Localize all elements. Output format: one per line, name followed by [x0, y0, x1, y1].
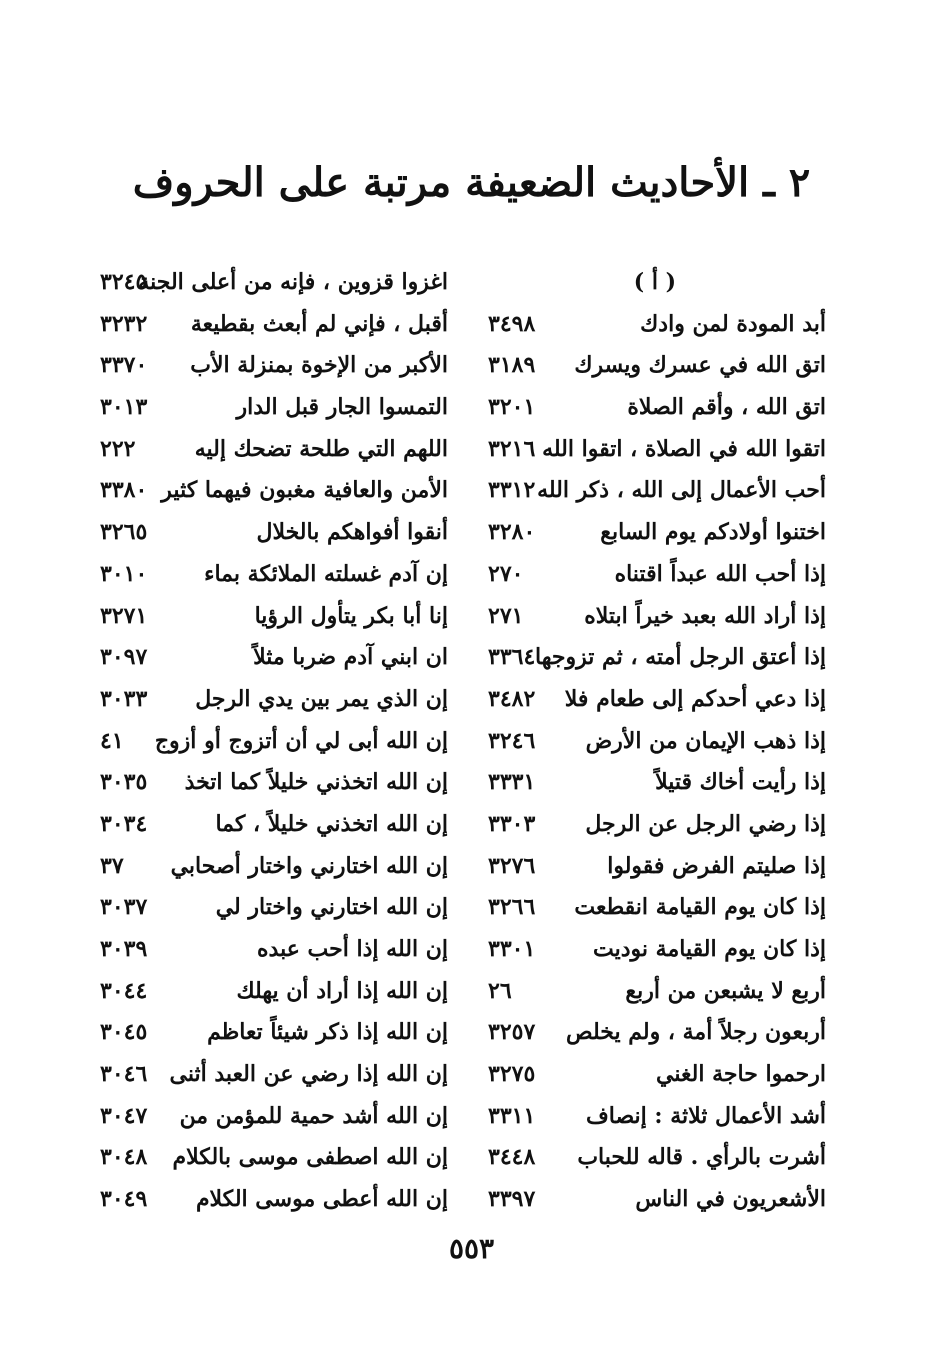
hadith-number: ٢٧١: [488, 602, 524, 629]
hadith-text: أحب الأعمال إلى الله ، ذكر الله: [537, 477, 826, 504]
index-entry: [100, 971, 448, 1013]
index-entry: [100, 929, 448, 971]
hadith-number: ٣٣٨٠: [100, 477, 148, 504]
hadith-number: ٣٢٥٧: [488, 1019, 536, 1046]
hadith-number: ٣٢٨٠: [488, 519, 536, 546]
index-entry: [100, 1012, 448, 1054]
index-entry: [488, 929, 826, 971]
index-entry: [100, 304, 448, 346]
hadith-text: الأشعريون في الناس: [635, 1186, 826, 1213]
hadith-text: إذا دعي أحدكم إلى طعام فلا: [564, 685, 826, 712]
hadith-number: ٣٠٩٧: [100, 644, 148, 671]
hadith-text: اتق الله ، وأقم الصلاة: [627, 394, 826, 421]
hadith-number: ٣٣١١: [488, 1102, 536, 1129]
index-column-right: [488, 262, 826, 1221]
index-entry: [100, 1096, 448, 1138]
hadith-number: ٣٣٠٣: [488, 810, 536, 837]
hadith-text: إن الله اختارني واختار لي: [215, 894, 448, 921]
hadith-text: إن الله أعطى موسى الكلام: [195, 1186, 448, 1213]
hadith-number: ٢٧٠: [488, 560, 524, 587]
page-number: ٥٥٣: [448, 1232, 495, 1265]
hadith-text: التمسوا الجار قبل الدار: [236, 394, 448, 421]
hadith-text: ارحموا حاجة الغني: [656, 1061, 826, 1088]
index-entry: [488, 1096, 826, 1138]
index-entry: [488, 1137, 826, 1179]
index-entry: [100, 804, 448, 846]
hadith-text: إذا رأيت أخاك قتيلاً: [655, 769, 826, 796]
index-entry: [488, 470, 826, 512]
hadith-number: ٣٢٧٥: [488, 1061, 536, 1088]
hadith-text: اتق الله في عسرك ويسرك: [574, 352, 826, 379]
index-entry: [100, 554, 448, 596]
hadith-number: ٣٢١٦: [488, 435, 536, 462]
hadith-number: ٣٤٨٢: [488, 685, 536, 712]
index-entry: [488, 1054, 826, 1096]
hadith-number: ٣٢٤٦: [488, 727, 536, 754]
hadith-text: اغزوا قزوين ، فإنه من أعلى الجنة: [138, 269, 448, 295]
index-entry: [488, 512, 826, 554]
hadith-text: أقبل ، فإني لم أبعث بقطيعة: [190, 310, 448, 337]
index-entry: [488, 1012, 826, 1054]
index-entry: [100, 1137, 448, 1179]
hadith-number: ٣٧: [100, 852, 124, 879]
hadith-text: أشد الأعمال ثلاثة : إنصاف: [585, 1102, 826, 1129]
hadith-text: إنا أبا بكر يتأول الرؤيا: [254, 602, 448, 629]
index-entry: [100, 637, 448, 679]
hadith-text: إن الله اتخذني خليلاً كما اتخذ: [184, 769, 448, 796]
index-entry: [100, 846, 448, 888]
index-entry: [100, 262, 448, 304]
hadith-text: إن الله إذا أراد أن يهلك: [236, 977, 448, 1004]
hadith-number: ٣٤٩٨: [488, 310, 536, 337]
index-entry: [100, 596, 448, 638]
index-entry: [488, 387, 826, 429]
hadith-number: ٣٠٣٧: [100, 894, 148, 921]
index-entry: [100, 345, 448, 387]
index-entry: [488, 679, 826, 721]
index-entry: [488, 887, 826, 929]
hadith-text: إن الله إذا أحب عبده: [257, 936, 448, 962]
hadith-text: اختنوا أولادكم يوم السابع: [600, 519, 826, 546]
hadith-text: الأكبر من الإخوة بمنزلة الأب: [190, 352, 448, 379]
index-entry: [100, 470, 448, 512]
hadith-number: ٣٠٤٨: [100, 1144, 148, 1171]
hadith-text: اتقوا الله في الصلاة ، اتقوا الله: [542, 435, 826, 462]
index-entry: [488, 804, 826, 846]
hadith-number: ٣٠٤٧: [100, 1102, 148, 1129]
hadith-text: إذا أحب الله عبداً اقتناه: [614, 560, 826, 587]
index-entry: [488, 971, 826, 1013]
hadith-text: أنقوا أفواهكم بالخلال: [256, 519, 448, 546]
index-entry: [100, 387, 448, 429]
hadith-number: ٣٢٦٦: [488, 894, 536, 921]
index-entry: [100, 679, 448, 721]
hadith-number: ٣٠٣٩: [100, 936, 148, 962]
section-letter-heading: [488, 262, 826, 304]
hadith-text: إذا صليتم الفرض فقولوا: [607, 852, 826, 879]
hadith-text: إذا أعتق الرجل أمته ، ثم تزوجها: [535, 644, 826, 671]
index-entry: [488, 429, 826, 471]
hadith-number: ٣٠٤٥: [100, 1019, 148, 1046]
index-entry: [488, 637, 826, 679]
hadith-number: ٣٢٤٥: [100, 269, 148, 295]
hadith-number: ٣٣٦٤: [488, 644, 536, 671]
hadith-number: ٣٣٠١: [488, 936, 536, 962]
hadith-text: الأمن والعافية مغبون فيهما كثير: [161, 477, 448, 504]
index-entry: [100, 512, 448, 554]
hadith-number: ٣٠١٣: [100, 394, 148, 421]
hadith-number: ٣٠٣٤: [100, 810, 148, 837]
hadith-text: أربعون رجلاً أمة ، ولم يخلص: [566, 1019, 826, 1046]
index-entry: [488, 762, 826, 804]
index-entry: [488, 304, 826, 346]
hadith-number: ٣٠٣٣: [100, 685, 148, 712]
index-entry: [488, 721, 826, 763]
hadith-number: ٣٤٤٨: [488, 1144, 536, 1171]
index-entry: [488, 596, 826, 638]
hadith-text: اللهم التي طلحة تضحك إليه: [194, 435, 448, 462]
hadith-number: ٣٠٤٦: [100, 1061, 148, 1088]
index-entry: [488, 846, 826, 888]
page-title: ٢ ـ الأحاديث الضعيفة مرتبة على الحروف: [132, 159, 811, 206]
hadith-number: ٣١٨٩: [488, 352, 536, 379]
hadith-number: ٣٠٤٩: [100, 1186, 148, 1213]
index-entry: [488, 345, 826, 387]
hadith-text: إذا كان يوم القيامة انقطعت: [574, 894, 826, 921]
hadith-number: ٣٢٠١: [488, 394, 536, 421]
index-entry: [100, 887, 448, 929]
hadith-text: ان ابني آدم ضربا مثلاً: [253, 644, 448, 671]
hadith-text: إذا رضي الرجل عن الرجل: [585, 810, 826, 837]
index-entry: [488, 1179, 826, 1221]
hadith-text: إن الله اختارني واختار أصحابي: [170, 852, 448, 879]
hadith-text: أبد المودة لمن وادك: [640, 310, 826, 337]
hadith-number: ٣٣١٢: [488, 477, 536, 504]
hadith-number: ٣٢٦٥: [100, 519, 148, 546]
hadith-number: ٢٦: [488, 977, 512, 1004]
hadith-text: أربع لا يشبعن من أربع: [625, 977, 826, 1004]
hadith-text: إن آدم غسلته الملائكة بماء: [204, 560, 448, 587]
hadith-text: إذا كان يوم القيامة نوديت: [593, 936, 826, 962]
hadith-number: ٣٣٩٧: [488, 1186, 536, 1213]
hadith-number: ٣٠٣٥: [100, 769, 148, 796]
hadith-text: إن الله إذا ذكر شيئاً تعاظم: [207, 1019, 448, 1046]
hadith-text: إن الله أبى لي أن أتزوج أو أزوج: [154, 727, 448, 754]
hadith-number: ٣٣٣١: [488, 769, 536, 796]
hadith-number: ٣٣٧٠: [100, 352, 148, 379]
hadith-number: ٣٠١٠: [100, 560, 148, 587]
hadith-text: إن الله إذا رضي عن العبد أثنى: [169, 1061, 448, 1088]
hadith-text: إذا ذهب الإيمان من الأرض: [585, 727, 826, 754]
hadith-number: ٣٢٧٦: [488, 852, 536, 879]
hadith-text: إن الله أشد حمية للمؤمن من: [179, 1102, 448, 1129]
hadith-number: ٣٢٣٢: [100, 310, 148, 337]
hadith-text: إن الذي يمر بين يدي الرجل: [195, 685, 448, 712]
hadith-text: إن الله اتخذني خليلاً ، كما: [215, 810, 448, 837]
hadith-number: ٣٢٧١: [100, 602, 148, 629]
index-entry: [100, 1179, 448, 1221]
section-letter: ( أ ): [633, 269, 676, 295]
index-entry: [100, 429, 448, 471]
hadith-text: إذا أراد الله بعبد خيراً ابتلاه: [584, 602, 826, 629]
index-entry: [100, 721, 448, 763]
hadith-number: ٣٠٤٤: [100, 977, 148, 1004]
hadith-number: ٢٢٢: [100, 435, 136, 462]
index-column-left: [100, 262, 448, 1221]
index-entry: [100, 762, 448, 804]
hadith-number: ٤١: [100, 727, 124, 754]
index-entry: [100, 1054, 448, 1096]
hadith-text: أشرت بالرأي . قاله للحباب: [577, 1144, 826, 1171]
hadith-text: إن الله اصطفى موسى بالكلام: [172, 1144, 448, 1171]
index-entry: [488, 554, 826, 596]
